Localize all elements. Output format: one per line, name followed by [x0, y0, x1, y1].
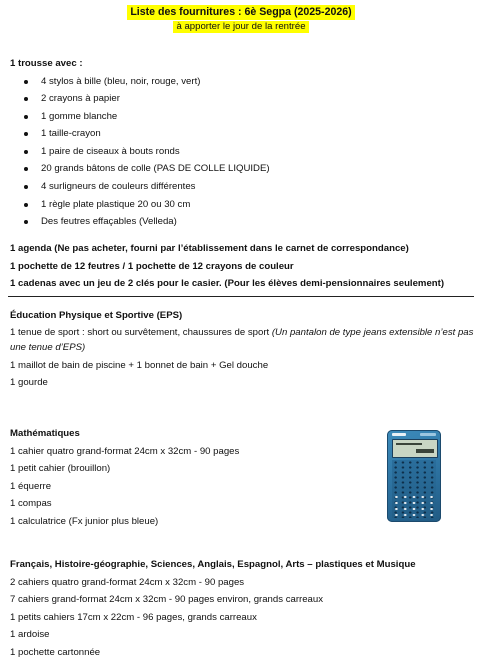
list-item: 1 gomme blanche: [10, 108, 474, 126]
list-item: 1 taille-crayon: [10, 125, 474, 143]
list-item: Des feutres effaçables (Velleda): [10, 213, 474, 231]
trousse-section: [10, 55, 474, 231]
trousse-list: [10, 73, 474, 231]
trousse-heading: 1 trousse avec :: [10, 58, 83, 69]
eps-section: [10, 307, 474, 392]
maths-heading: Mathématiques: [10, 428, 80, 439]
list-item: 2 cahiers quatro grand-format 24cm x 32cm - 90 pages: [10, 576, 245, 588]
list-item: 1 paire de ciseaux à bouts ronds: [10, 143, 474, 161]
list-item: 1 règle plate plastique 20 ou 30 cm: [10, 196, 474, 214]
list-item: 1 calculatrice (Fx junior plus bleue): [10, 515, 159, 527]
section-divider: [8, 296, 474, 297]
list-item: 1 petit cahier (brouillon): [10, 463, 111, 474]
calculator-icon: [387, 430, 441, 522]
list-item: 4 surligneurs de couleurs différentes: [10, 178, 474, 196]
list-item: 1 compas: [10, 498, 52, 509]
general-supplies: [10, 240, 474, 293]
list-item: 1 cahier quatro grand-format 24cm x 32cm - 90 pages: [10, 445, 240, 457]
eps-gourde-line: 1 gourde: [10, 377, 48, 388]
eps-heading: Éducation Physique et Sportive (EPS): [10, 310, 183, 321]
list-item: 1 petits cahiers 17cm x 22cm - 96 pages, grands carreaux: [10, 611, 257, 623]
pochette-line: 1 pochette de 12 feutres / 1 pochette de 12 crayons de couleur: [10, 260, 294, 272]
list-item: 2 crayons à papier: [10, 90, 474, 108]
document-header: [0, 5, 482, 33]
francais-section: [10, 556, 474, 661]
list-item: 20 grands bâtons de colle (PAS DE COLLE LIQUIDE): [10, 160, 474, 178]
francais-heading: Français, Histoire-géographie, Sciences, Anglais, Espagnol, Arts – plastiques et Musique: [10, 559, 416, 570]
list-item: 1 ardoise: [10, 629, 50, 640]
eps-tenue-note: (Un pantalon de type jeans extensible n’est pas une tenue d’EPS): [10, 326, 474, 353]
agenda-line: 1 agenda (Ne pas acheter, fourni par l’établissement dans le carnet de correspondance): [10, 243, 409, 254]
list-item: 1 pochette cartonnée: [10, 646, 101, 658]
list-item: 4 stylos à bille (bleu, noir, rouge, vert): [10, 73, 474, 91]
page-subtitle: à apporter le jour de la rentrée: [173, 21, 308, 33]
list-item: 7 cahiers grand-format 24cm x 32cm - 90 pages environ, grands carreaux: [10, 594, 324, 605]
eps-tenue-line: [10, 325, 474, 356]
list-item: 1 équerre: [10, 480, 52, 492]
cadenas-line: 1 cadenas avec un jeu de 2 clés pour le casier. (Pour les élèves demi-pensionnaires seulement): [10, 278, 445, 289]
eps-tenue-text: 1 tenue de sport : short ou survêtement, chaussures de sport: [10, 326, 272, 338]
page-title: Liste des fournitures : 6è Segpa (2025-2026): [127, 5, 354, 20]
eps-maillot-line: 1 maillot de bain de piscine + 1 bonnet de bain + Gel douche: [10, 359, 269, 371]
